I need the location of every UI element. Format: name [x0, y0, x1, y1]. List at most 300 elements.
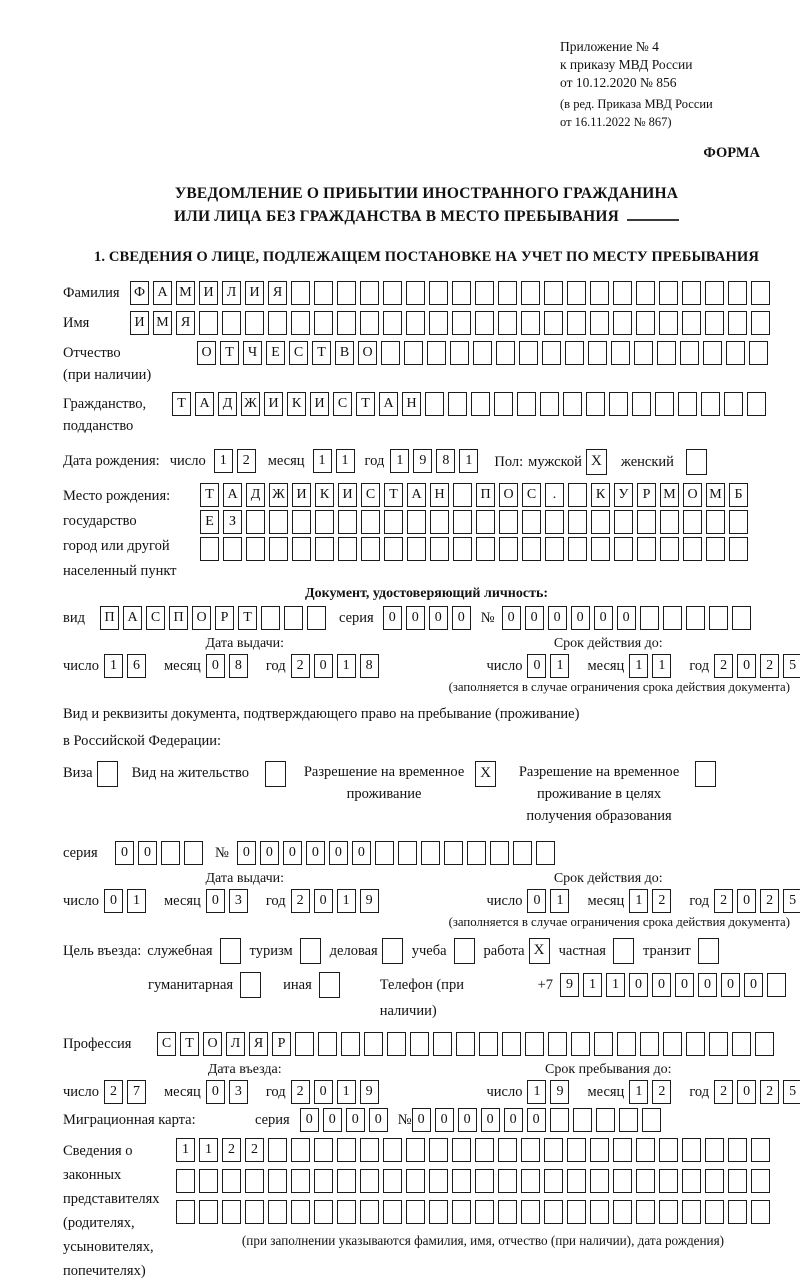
char-cell[interactable] — [268, 1200, 287, 1224]
char-cell[interactable] — [498, 1138, 517, 1162]
char-cell[interactable]: 8 — [229, 654, 248, 678]
char-cell[interactable] — [545, 537, 564, 561]
char-cell[interactable] — [361, 510, 380, 534]
sex-male-checkbox[interactable]: X — [586, 449, 607, 475]
issue-day-input[interactable] — [104, 654, 150, 678]
char-cell[interactable]: О — [683, 483, 702, 507]
char-cell[interactable] — [184, 841, 203, 865]
purpose-humanitarian-checkbox[interactable] — [240, 972, 261, 998]
char-cell[interactable] — [337, 281, 356, 305]
char-cell[interactable] — [660, 510, 679, 534]
char-cell[interactable] — [314, 1200, 333, 1224]
char-cell[interactable]: 1 — [583, 973, 602, 997]
char-cell[interactable] — [479, 1032, 498, 1056]
char-cell[interactable]: 1 — [104, 654, 123, 678]
char-cell[interactable]: Т — [180, 1032, 199, 1056]
char-cell[interactable] — [410, 1032, 429, 1056]
char-cell[interactable] — [682, 1138, 701, 1162]
char-cell[interactable]: 0 — [237, 841, 256, 865]
citizenship-input[interactable] — [172, 392, 770, 416]
char-cell[interactable] — [475, 1138, 494, 1162]
char-cell[interactable] — [659, 1138, 678, 1162]
char-cell[interactable] — [751, 1200, 770, 1224]
char-cell[interactable] — [751, 311, 770, 335]
char-cell[interactable] — [199, 1169, 218, 1193]
char-cell[interactable] — [383, 1200, 402, 1224]
issue-day-input[interactable] — [104, 889, 150, 913]
char-cell[interactable]: 1 — [337, 1080, 356, 1104]
char-cell[interactable] — [430, 537, 449, 561]
birth-place-line2[interactable] — [200, 510, 752, 534]
char-cell[interactable] — [499, 510, 518, 534]
char-cell[interactable] — [444, 841, 463, 865]
char-cell[interactable]: 1 — [199, 1138, 218, 1162]
char-cell[interactable]: Б — [729, 483, 748, 507]
char-cell[interactable] — [567, 281, 586, 305]
char-cell[interactable]: 0 — [314, 654, 333, 678]
char-cell[interactable] — [678, 392, 697, 416]
char-cell[interactable] — [222, 1169, 241, 1193]
char-cell[interactable] — [176, 1200, 195, 1224]
char-cell[interactable]: А — [379, 392, 398, 416]
char-cell[interactable]: 0 — [594, 606, 613, 630]
char-cell[interactable] — [429, 281, 448, 305]
char-cell[interactable] — [540, 392, 559, 416]
char-cell[interactable] — [161, 841, 180, 865]
char-cell[interactable] — [383, 311, 402, 335]
char-cell[interactable]: 6 — [127, 654, 146, 678]
char-cell[interactable]: 0 — [617, 606, 636, 630]
char-cell[interactable]: 0 — [458, 1108, 477, 1132]
char-cell[interactable]: Д — [218, 392, 237, 416]
char-cell[interactable]: П — [169, 606, 188, 630]
char-cell[interactable] — [686, 606, 705, 630]
char-cell[interactable]: 0 — [412, 1108, 431, 1132]
char-cell[interactable] — [292, 537, 311, 561]
char-cell[interactable] — [613, 1200, 632, 1224]
char-cell[interactable] — [567, 311, 586, 335]
char-cell[interactable] — [521, 1138, 540, 1162]
char-cell[interactable] — [291, 281, 310, 305]
char-cell[interactable]: 2 — [714, 889, 733, 913]
char-cell[interactable]: И — [199, 281, 218, 305]
char-cell[interactable] — [640, 1032, 659, 1056]
char-cell[interactable] — [430, 510, 449, 534]
char-cell[interactable] — [567, 1200, 586, 1224]
char-cell[interactable]: 7 — [127, 1080, 146, 1104]
char-cell[interactable]: 1 — [629, 1080, 648, 1104]
char-cell[interactable]: Л — [222, 281, 241, 305]
char-cell[interactable] — [494, 392, 513, 416]
char-cell[interactable]: 2 — [760, 1080, 779, 1104]
purpose-transit-checkbox[interactable] — [698, 938, 719, 964]
char-cell[interactable]: 5 — [783, 889, 800, 913]
char-cell[interactable] — [636, 311, 655, 335]
char-cell[interactable] — [568, 510, 587, 534]
purpose-study-checkbox[interactable] — [454, 938, 475, 964]
char-cell[interactable]: Н — [402, 392, 421, 416]
char-cell[interactable] — [637, 510, 656, 534]
birth-year-input[interactable] — [390, 449, 482, 473]
char-cell[interactable]: 2 — [291, 1080, 310, 1104]
char-cell[interactable] — [705, 311, 724, 335]
char-cell[interactable]: 0 — [527, 889, 546, 913]
char-cell[interactable]: А — [223, 483, 242, 507]
char-cell[interactable]: 0 — [527, 1108, 546, 1132]
char-cell[interactable]: И — [130, 311, 149, 335]
char-cell[interactable] — [453, 510, 472, 534]
char-cell[interactable] — [513, 841, 532, 865]
char-cell[interactable]: 0 — [369, 1108, 388, 1132]
char-cell[interactable]: 0 — [548, 606, 567, 630]
char-cell[interactable] — [749, 341, 768, 365]
char-cell[interactable] — [636, 1200, 655, 1224]
char-cell[interactable]: 0 — [314, 1080, 333, 1104]
char-cell[interactable] — [269, 510, 288, 534]
char-cell[interactable] — [318, 1032, 337, 1056]
char-cell[interactable] — [680, 341, 699, 365]
birth-day-input[interactable] — [214, 449, 260, 473]
char-cell[interactable] — [614, 537, 633, 561]
char-cell[interactable] — [498, 281, 517, 305]
char-cell[interactable] — [682, 311, 701, 335]
char-cell[interactable]: 8 — [360, 654, 379, 678]
char-cell[interactable] — [637, 537, 656, 561]
char-cell[interactable] — [291, 1138, 310, 1162]
char-cell[interactable]: 0 — [721, 973, 740, 997]
char-cell[interactable] — [268, 1169, 287, 1193]
residence-series-input[interactable] — [115, 841, 207, 865]
char-cell[interactable] — [536, 841, 555, 865]
char-cell[interactable] — [429, 1200, 448, 1224]
char-cell[interactable]: Е — [266, 341, 285, 365]
char-cell[interactable]: 0 — [502, 606, 521, 630]
char-cell[interactable] — [384, 537, 403, 561]
char-cell[interactable] — [337, 1138, 356, 1162]
char-cell[interactable]: 2 — [245, 1138, 264, 1162]
valid-day-input[interactable] — [527, 654, 573, 678]
char-cell[interactable] — [728, 1138, 747, 1162]
char-cell[interactable] — [222, 311, 241, 335]
char-cell[interactable]: 0 — [481, 1108, 500, 1132]
char-cell[interactable] — [222, 1200, 241, 1224]
char-cell[interactable] — [295, 1032, 314, 1056]
char-cell[interactable]: 0 — [652, 973, 671, 997]
char-cell[interactable] — [683, 537, 702, 561]
char-cell[interactable]: С — [289, 341, 308, 365]
char-cell[interactable]: К — [287, 392, 306, 416]
char-cell[interactable]: 0 — [744, 973, 763, 997]
char-cell[interactable] — [588, 341, 607, 365]
char-cell[interactable] — [567, 1138, 586, 1162]
char-cell[interactable] — [471, 392, 490, 416]
char-cell[interactable]: О — [499, 483, 518, 507]
char-cell[interactable] — [268, 311, 287, 335]
char-cell[interactable] — [521, 311, 540, 335]
char-cell[interactable] — [452, 1200, 471, 1224]
char-cell[interactable]: 5 — [783, 654, 800, 678]
char-cell[interactable] — [406, 1169, 425, 1193]
char-cell[interactable] — [292, 510, 311, 534]
char-cell[interactable] — [498, 1200, 517, 1224]
char-cell[interactable]: 1 — [527, 1080, 546, 1104]
char-cell[interactable] — [659, 1169, 678, 1193]
char-cell[interactable] — [657, 341, 676, 365]
char-cell[interactable] — [473, 341, 492, 365]
entry-day-input[interactable] — [104, 1080, 150, 1104]
purpose-tourism-checkbox[interactable] — [300, 938, 321, 964]
char-cell[interactable] — [632, 392, 651, 416]
char-cell[interactable] — [269, 537, 288, 561]
char-cell[interactable]: 0 — [452, 606, 471, 630]
char-cell[interactable] — [705, 1200, 724, 1224]
char-cell[interactable] — [429, 311, 448, 335]
char-cell[interactable] — [314, 1138, 333, 1162]
char-cell[interactable] — [314, 281, 333, 305]
char-cell[interactable] — [609, 392, 628, 416]
char-cell[interactable] — [703, 341, 722, 365]
char-cell[interactable]: Ф — [130, 281, 149, 305]
char-cell[interactable]: М — [706, 483, 725, 507]
char-cell[interactable] — [655, 392, 674, 416]
char-cell[interactable] — [425, 392, 444, 416]
char-cell[interactable] — [315, 537, 334, 561]
char-cell[interactable] — [246, 537, 265, 561]
char-cell[interactable] — [729, 510, 748, 534]
char-cell[interactable] — [751, 281, 770, 305]
char-cell[interactable] — [682, 1200, 701, 1224]
phone-input[interactable] — [560, 973, 790, 997]
char-cell[interactable] — [360, 1138, 379, 1162]
char-cell[interactable] — [563, 392, 582, 416]
birth-month-input[interactable] — [313, 449, 359, 473]
representatives-line3[interactable] — [176, 1200, 774, 1224]
doc-number-input[interactable] — [502, 606, 755, 630]
char-cell[interactable] — [315, 510, 334, 534]
representatives-line1[interactable] — [176, 1138, 774, 1162]
char-cell[interactable] — [590, 1200, 609, 1224]
char-cell[interactable]: 8 — [436, 449, 455, 473]
char-cell[interactable]: 9 — [560, 973, 579, 997]
char-cell[interactable]: 0 — [329, 841, 348, 865]
char-cell[interactable] — [522, 537, 541, 561]
char-cell[interactable] — [545, 510, 564, 534]
char-cell[interactable] — [452, 311, 471, 335]
char-cell[interactable] — [291, 1200, 310, 1224]
char-cell[interactable] — [747, 392, 766, 416]
char-cell[interactable] — [613, 1138, 632, 1162]
char-cell[interactable] — [586, 392, 605, 416]
char-cell[interactable] — [686, 1032, 705, 1056]
char-cell[interactable]: Ж — [241, 392, 260, 416]
char-cell[interactable] — [591, 537, 610, 561]
char-cell[interactable]: И — [245, 281, 264, 305]
char-cell[interactable]: 0 — [737, 889, 756, 913]
char-cell[interactable] — [452, 1169, 471, 1193]
char-cell[interactable]: Д — [246, 483, 265, 507]
char-cell[interactable] — [448, 392, 467, 416]
char-cell[interactable]: 0 — [104, 889, 123, 913]
char-cell[interactable] — [636, 1138, 655, 1162]
char-cell[interactable] — [338, 510, 357, 534]
char-cell[interactable]: 0 — [383, 606, 402, 630]
representatives-line2[interactable] — [176, 1169, 774, 1193]
char-cell[interactable] — [544, 1169, 563, 1193]
char-cell[interactable] — [499, 537, 518, 561]
char-cell[interactable]: 1 — [459, 449, 478, 473]
char-cell[interactable]: А — [123, 606, 142, 630]
char-cell[interactable] — [642, 1108, 661, 1132]
char-cell[interactable]: С — [333, 392, 352, 416]
char-cell[interactable]: К — [591, 483, 610, 507]
char-cell[interactable]: С — [157, 1032, 176, 1056]
char-cell[interactable] — [404, 341, 423, 365]
stay-month-input[interactable] — [629, 1080, 675, 1104]
char-cell[interactable] — [398, 841, 417, 865]
char-cell[interactable] — [291, 311, 310, 335]
char-cell[interactable] — [614, 510, 633, 534]
char-cell[interactable] — [640, 606, 659, 630]
char-cell[interactable]: 1 — [176, 1138, 195, 1162]
char-cell[interactable] — [246, 510, 265, 534]
char-cell[interactable] — [429, 1169, 448, 1193]
char-cell[interactable]: 0 — [283, 841, 302, 865]
char-cell[interactable] — [475, 1169, 494, 1193]
purpose-other-checkbox[interactable] — [319, 972, 340, 998]
char-cell[interactable]: 0 — [138, 841, 157, 865]
char-cell[interactable]: 1 — [550, 654, 569, 678]
char-cell[interactable] — [383, 1138, 402, 1162]
char-cell[interactable]: 0 — [260, 841, 279, 865]
char-cell[interactable] — [245, 1200, 264, 1224]
char-cell[interactable]: 0 — [504, 1108, 523, 1132]
char-cell[interactable] — [663, 1032, 682, 1056]
firstname-input[interactable] — [130, 311, 774, 335]
char-cell[interactable] — [384, 510, 403, 534]
char-cell[interactable] — [728, 281, 747, 305]
char-cell[interactable] — [590, 311, 609, 335]
char-cell[interactable]: 9 — [360, 889, 379, 913]
char-cell[interactable]: 0 — [737, 654, 756, 678]
entry-year-input[interactable] — [291, 1080, 383, 1104]
char-cell[interactable] — [223, 537, 242, 561]
profession-input[interactable] — [157, 1032, 778, 1056]
char-cell[interactable]: Т — [200, 483, 219, 507]
char-cell[interactable]: А — [407, 483, 426, 507]
char-cell[interactable] — [636, 281, 655, 305]
char-cell[interactable] — [568, 537, 587, 561]
char-cell[interactable] — [200, 537, 219, 561]
char-cell[interactable]: Е — [200, 510, 219, 534]
temp-residence-checkbox[interactable]: X — [475, 761, 496, 787]
char-cell[interactable]: 9 — [413, 449, 432, 473]
char-cell[interactable]: 0 — [206, 1080, 225, 1104]
char-cell[interactable]: 0 — [629, 973, 648, 997]
char-cell[interactable]: 0 — [675, 973, 694, 997]
migration-series-input[interactable] — [300, 1108, 392, 1132]
char-cell[interactable]: П — [476, 483, 495, 507]
char-cell[interactable] — [659, 281, 678, 305]
char-cell[interactable] — [337, 1169, 356, 1193]
char-cell[interactable]: 1 — [127, 889, 146, 913]
char-cell[interactable] — [544, 1200, 563, 1224]
char-cell[interactable]: Я — [176, 311, 195, 335]
char-cell[interactable] — [571, 1032, 590, 1056]
char-cell[interactable]: 2 — [291, 654, 310, 678]
char-cell[interactable] — [659, 311, 678, 335]
stay-year-input[interactable] — [714, 1080, 800, 1104]
valid-day-input[interactable] — [527, 889, 573, 913]
char-cell[interactable]: 0 — [429, 606, 448, 630]
char-cell[interactable]: 2 — [714, 1080, 733, 1104]
char-cell[interactable]: 2 — [291, 889, 310, 913]
char-cell[interactable] — [476, 510, 495, 534]
purpose-official-checkbox[interactable] — [220, 938, 241, 964]
char-cell[interactable] — [755, 1032, 774, 1056]
char-cell[interactable]: 1 — [337, 889, 356, 913]
char-cell[interactable]: Т — [384, 483, 403, 507]
birth-place-line1[interactable] — [200, 483, 752, 507]
char-cell[interactable] — [591, 510, 610, 534]
char-cell[interactable] — [496, 341, 515, 365]
char-cell[interactable] — [565, 341, 584, 365]
char-cell[interactable] — [567, 1169, 586, 1193]
char-cell[interactable]: 0 — [206, 889, 225, 913]
char-cell[interactable] — [456, 1032, 475, 1056]
char-cell[interactable]: 2 — [714, 654, 733, 678]
char-cell[interactable]: И — [310, 392, 329, 416]
char-cell[interactable]: 0 — [737, 1080, 756, 1104]
char-cell[interactable] — [475, 1200, 494, 1224]
char-cell[interactable]: Ж — [269, 483, 288, 507]
char-cell[interactable] — [521, 281, 540, 305]
char-cell[interactable] — [291, 1169, 310, 1193]
char-cell[interactable] — [619, 1108, 638, 1132]
purpose-private-checkbox[interactable] — [613, 938, 634, 964]
char-cell[interactable] — [659, 1200, 678, 1224]
char-cell[interactable]: 1 — [550, 889, 569, 913]
issue-month-input[interactable] — [206, 654, 252, 678]
char-cell[interactable] — [383, 281, 402, 305]
char-cell[interactable] — [453, 483, 472, 507]
char-cell[interactable]: М — [153, 311, 172, 335]
char-cell[interactable]: 0 — [525, 606, 544, 630]
char-cell[interactable] — [268, 1138, 287, 1162]
char-cell[interactable] — [176, 1169, 195, 1193]
char-cell[interactable] — [476, 537, 495, 561]
char-cell[interactable] — [314, 311, 333, 335]
char-cell[interactable] — [705, 281, 724, 305]
char-cell[interactable] — [427, 341, 446, 365]
char-cell[interactable] — [613, 1169, 632, 1193]
char-cell[interactable] — [683, 510, 702, 534]
migration-number-input[interactable] — [412, 1108, 665, 1132]
char-cell[interactable]: М — [660, 483, 679, 507]
char-cell[interactable] — [705, 1169, 724, 1193]
doc-kind-input[interactable] — [100, 606, 330, 630]
char-cell[interactable] — [548, 1032, 567, 1056]
char-cell[interactable] — [406, 1138, 425, 1162]
char-cell[interactable]: М — [176, 281, 195, 305]
char-cell[interactable]: Я — [268, 281, 287, 305]
char-cell[interactable] — [453, 537, 472, 561]
char-cell[interactable] — [594, 1032, 613, 1056]
char-cell[interactable]: 1 — [390, 449, 409, 473]
char-cell[interactable] — [360, 311, 379, 335]
char-cell[interactable]: 0 — [115, 841, 134, 865]
char-cell[interactable]: П — [100, 606, 119, 630]
purpose-work-checkbox[interactable]: X — [529, 938, 550, 964]
